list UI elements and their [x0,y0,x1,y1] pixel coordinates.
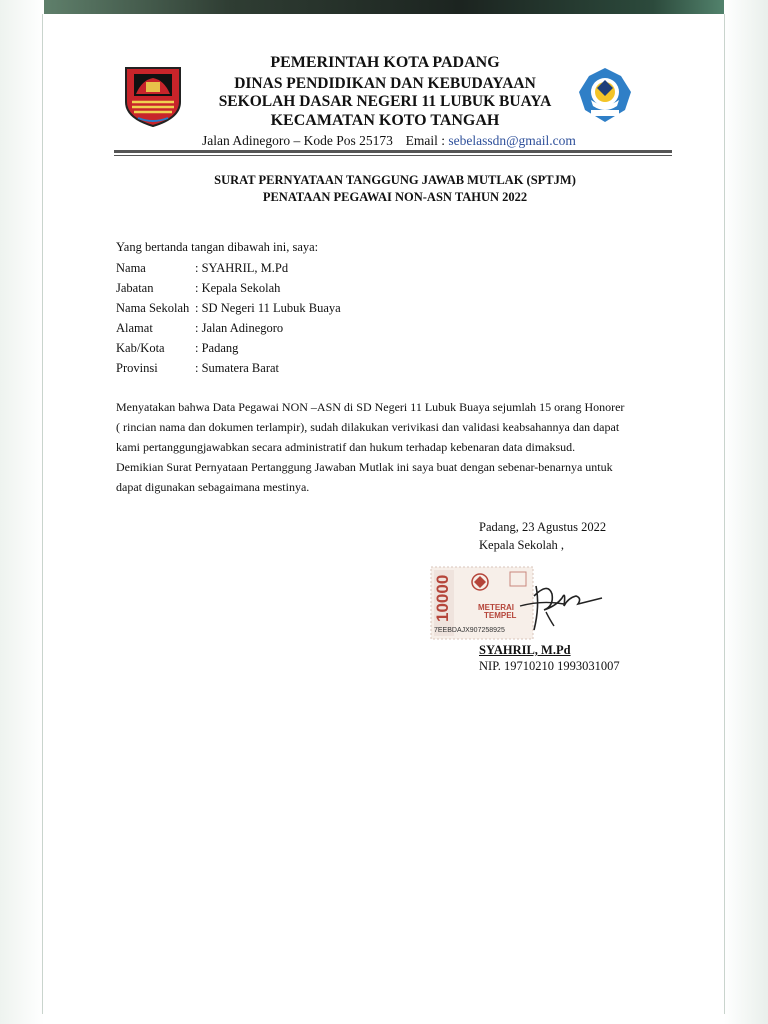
handwritten-signature-icon [506,576,606,634]
identity-value: : SYAHRIL, M.Pd [195,261,289,275]
page-edge-left [42,14,43,1014]
document-title-line-2: PENATAAN PEGAWAI NON-ASN TAHUN 2022 [262,190,528,204]
letterhead-line-3: SEKOLAH DASAR NEGERI 11 LUBUK BUAYA [218,93,552,110]
statement-line-3: kami pertanggungjawabkan secara administratif dan hukum terhadap kebenaran data dimaksud. [116,440,576,454]
place-date: Padang, 23 Agustus 2022 [479,520,607,534]
identity-label: Jabatan [116,281,154,295]
signatory-name: SYAHRIL, M.Pd [479,643,571,657]
signatory-nip: NIP. 19710210 1993031007 [479,659,620,673]
identity-label: Nama Sekolah [116,301,190,315]
email-value: sebelassdn@gmail.com [448,133,576,148]
identity-row-province [116,361,279,376]
stamp-value: 10000 [433,574,452,622]
identity-row-position [116,281,280,296]
identity-value: : Padang [195,341,239,355]
address-text: Jalan Adinegoro – Kode Pos 25173 [202,133,393,148]
stamp-label-1: METERAI [478,603,514,612]
document-page [43,14,724,1024]
identity-value: : Jalan Adinegoro [195,321,284,335]
scan-left-margin [0,0,44,1024]
identity-label: Nama [116,261,146,275]
page-edge-right [724,14,725,1014]
letterhead-rule-thin [114,155,672,156]
identity-row-name [116,261,288,276]
statement-line-5: dapat digunakan sebagaimana mestinya. [116,480,310,494]
letterhead-rule-thick [114,150,672,153]
statement-line-2: ( rincian nama dan dokumen terlampir), sudah dilakukan verivikasi dan validasi keabsahannya dan dapat [116,420,620,434]
identity-value: : SD Negeri 11 Lubuk Buaya [195,301,341,315]
identity-row-school [116,301,341,316]
stamp-serial: 7EEBDAJX907258925 [434,627,505,634]
identity-value: : Sumatera Barat [195,361,279,375]
identity-row-city [116,341,238,356]
intro-text: Yang bertanda tangan dibawah ini, saya: [116,240,319,254]
identity-label: Alamat [116,321,153,335]
letterhead-line-2: DINAS PENDIDIKAN DAN KEBUDAYAAN [234,75,536,92]
signatory-position: Kepala Sekolah , [479,538,565,552]
identity-row-address [116,321,283,336]
letterhead-line-1: PEMERINTAH KOTA PADANG [270,54,500,71]
padang-city-emblem-icon [124,66,182,128]
identity-label: Kab/Kota [116,341,165,355]
letterhead-address [202,133,576,149]
stamp-label-2: TEMPEL [484,611,517,620]
identity-value: : Kepala Sekolah [195,281,281,295]
letterhead-line-4: KECAMATAN KOTO TANGAH [270,112,500,129]
statement-line-1: Menyatakan bahwa Data Pegawai NON –ASN di SD Negeri 11 Lubuk Buaya sejumlah 15 orang Honorer [116,400,625,414]
statement-line-4: Demikian Surat Pernyataan Pertanggung Jawaban Mutlak ini saya buat dengan sebenar-benarnya untuk [116,460,613,474]
email-label: Email : [405,133,449,148]
document-title-line-1: SURAT PERNYATAAN TANGGUNG JAWAB MUTLAK (SPTJM) [214,173,576,187]
identity-label: Provinsi [116,361,158,375]
scan-right-margin [724,0,768,1024]
